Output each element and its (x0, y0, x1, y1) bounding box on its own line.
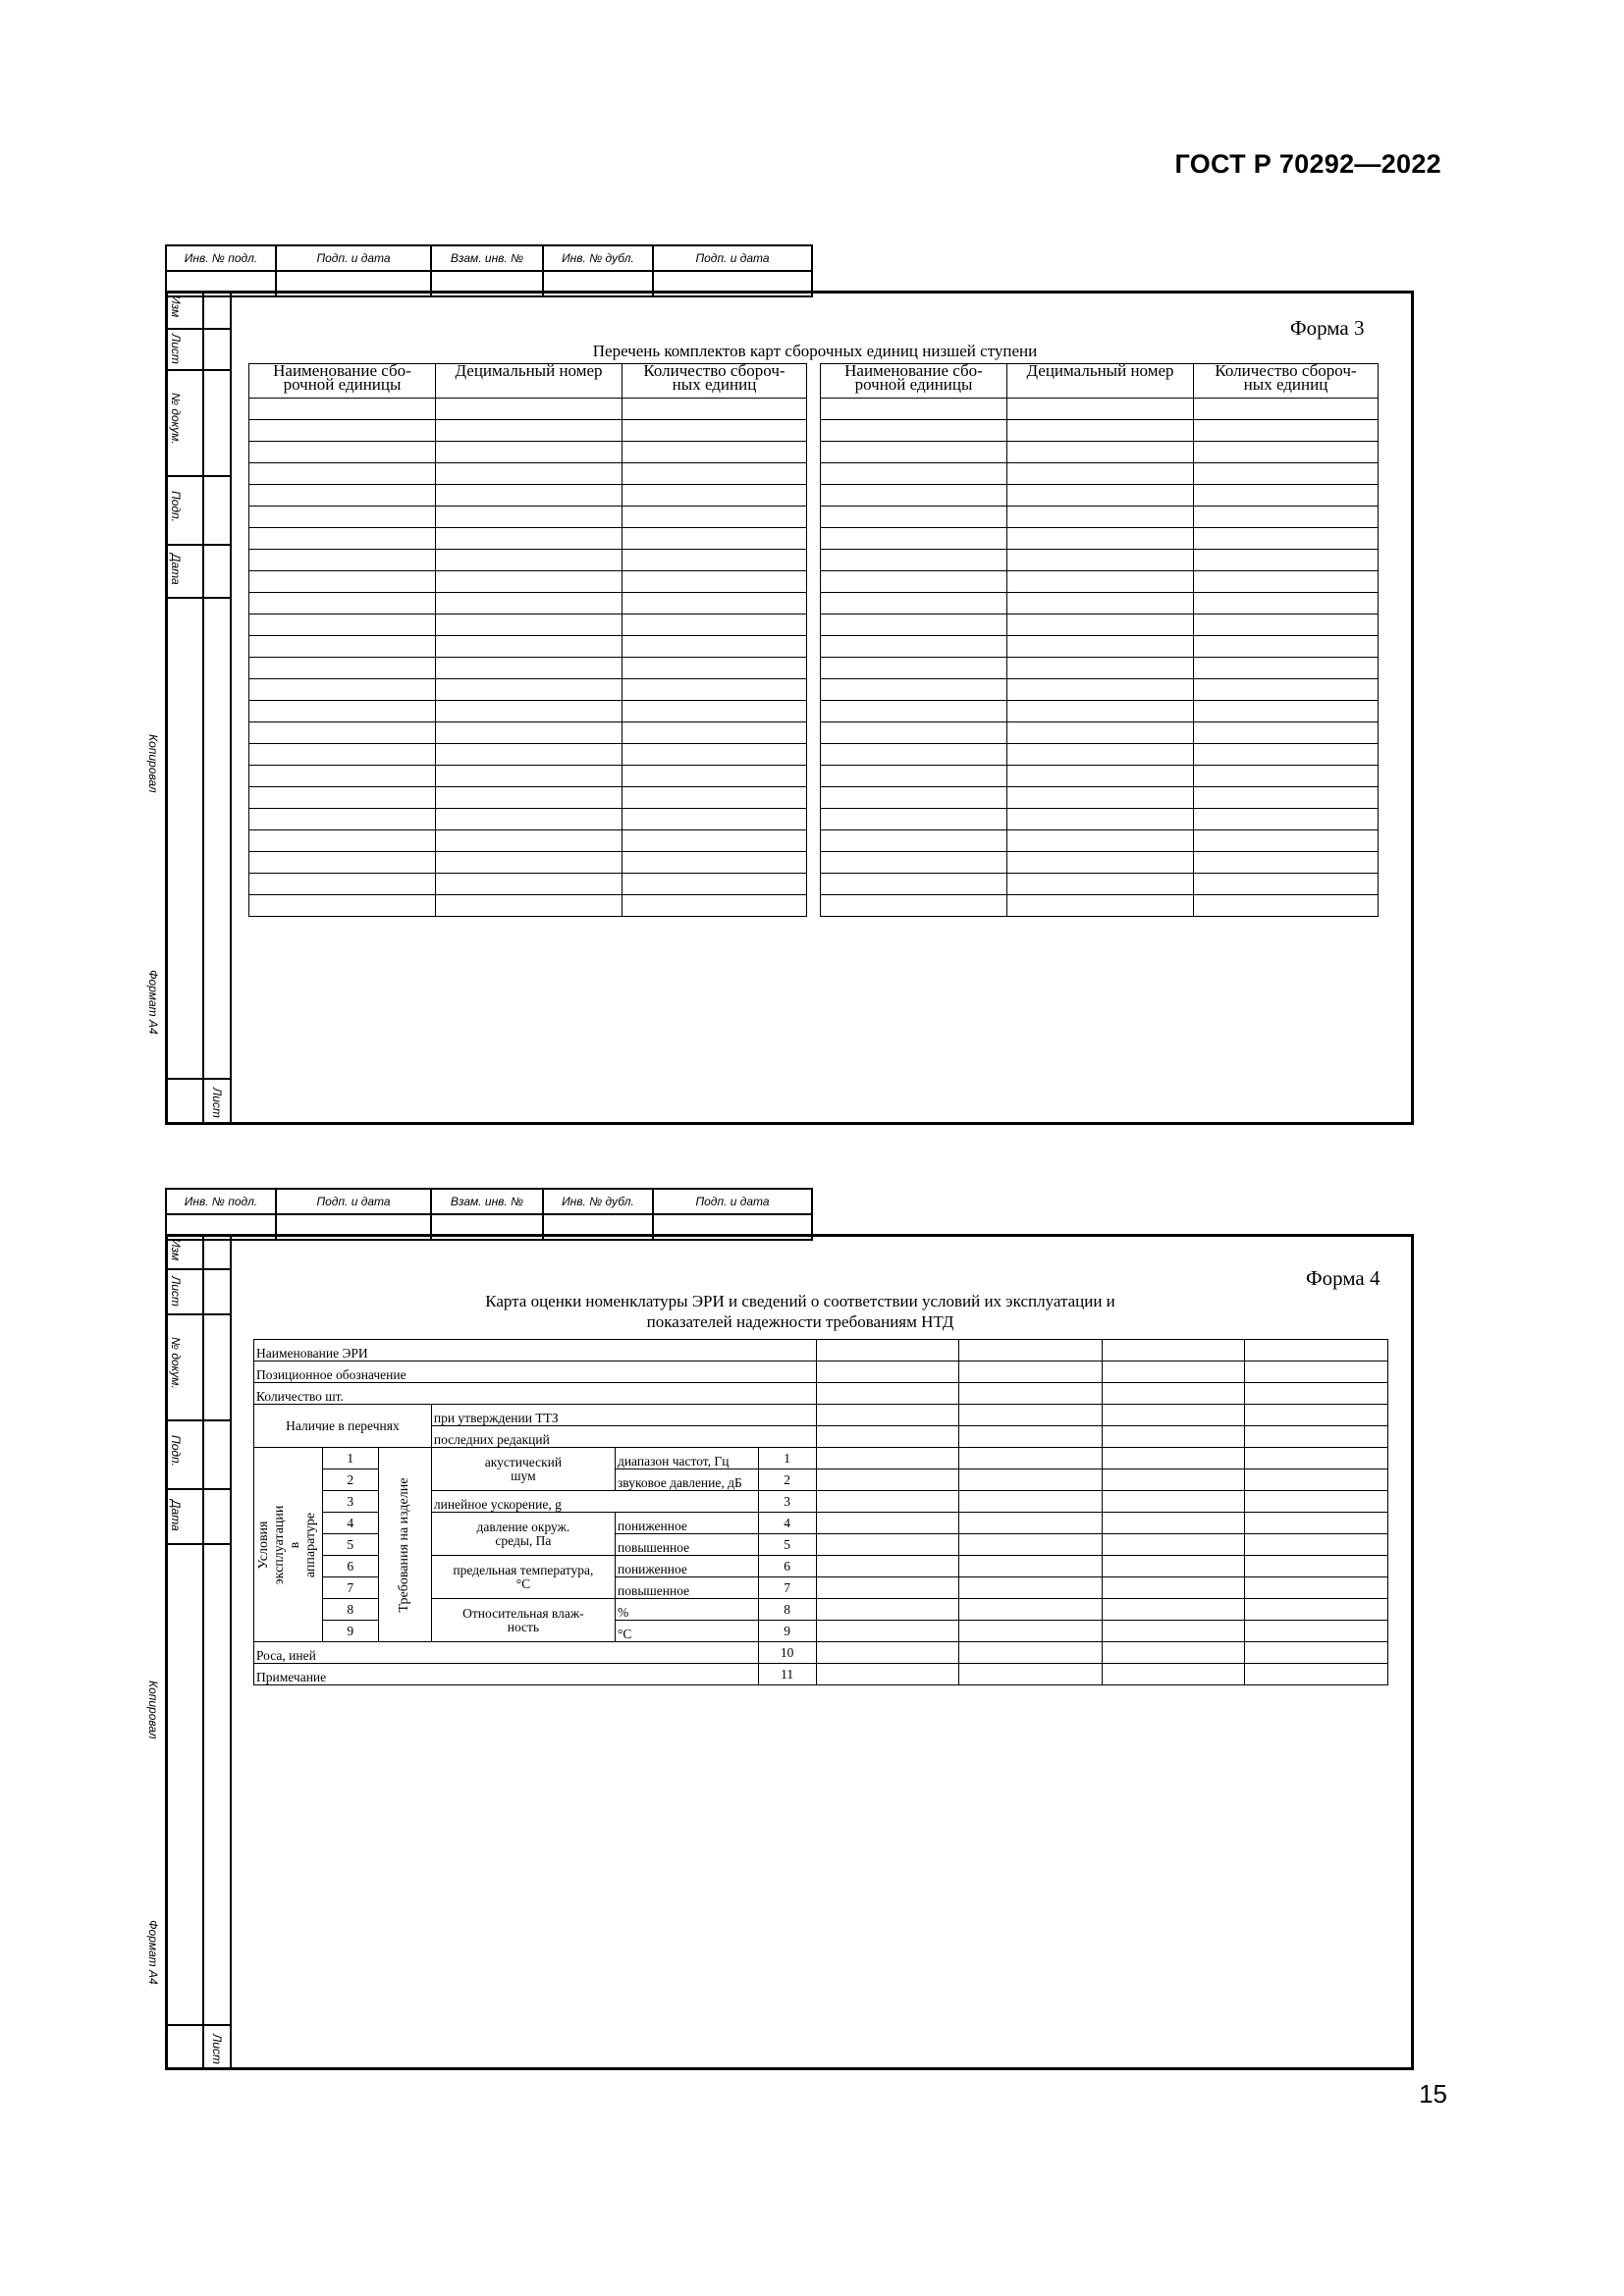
table-cell (436, 636, 623, 658)
table-cell (1007, 420, 1194, 442)
strip-label-inv-orig: Инв. № подл. (166, 1189, 276, 1214)
table-row (249, 463, 807, 485)
row-label-dew: Роса, иней (254, 1642, 759, 1664)
table-row (821, 550, 1379, 571)
table-cell (436, 895, 623, 917)
table-cell (436, 550, 623, 571)
table-cell (623, 593, 807, 614)
table-cell (623, 895, 807, 917)
req-num-10: 10 (758, 1642, 816, 1664)
table-row (821, 722, 1379, 744)
table-cell (623, 658, 807, 679)
table-cell (1007, 593, 1194, 614)
table-cell (821, 636, 1007, 658)
table-cell (1194, 874, 1379, 895)
cond-num-4: 4 (322, 1513, 378, 1534)
table-cell (623, 744, 807, 766)
req-num-6: 6 (758, 1556, 816, 1577)
table-cell (821, 766, 1007, 787)
table-cell (436, 463, 623, 485)
table-cell (1007, 463, 1194, 485)
table-cell (1194, 766, 1379, 787)
table-row (821, 636, 1379, 658)
strip-label-inv-dup: Инв. № дубл. (543, 245, 653, 271)
table-cell (623, 636, 807, 658)
col-header-decimal: Децимальный номер (1007, 364, 1194, 399)
operating-conditions-label: Условия эксплуатации в аппаратуре (254, 1448, 323, 1642)
table-row (249, 658, 807, 679)
cond-num-1: 1 (322, 1448, 378, 1469)
table-cell (249, 442, 436, 463)
table-cell (623, 766, 807, 787)
table-row (249, 874, 807, 895)
table-cell (623, 442, 807, 463)
table-cell (1194, 701, 1379, 722)
table-cell (821, 463, 1007, 485)
side-label-sign: Подп. (169, 1435, 183, 1467)
req-num-3: 3 (758, 1491, 816, 1513)
table-cell (1194, 550, 1379, 571)
table-cell (436, 744, 623, 766)
table-cell (623, 874, 807, 895)
table-cell (1194, 442, 1379, 463)
table-cell (436, 722, 623, 744)
form4-title-line2: показателей надежности требованиям НТД (646, 1312, 954, 1331)
table-row (821, 852, 1379, 874)
req-num-7: 7 (758, 1577, 816, 1599)
humidity-label: Относительная влаж- ность (431, 1599, 615, 1642)
table-row (821, 528, 1379, 550)
table-cell (1194, 614, 1379, 636)
table-row (249, 722, 807, 744)
table-cell (249, 485, 436, 507)
table-cell (821, 571, 1007, 593)
col-header-quantity: Количество сбороч- ных единиц (1194, 364, 1379, 399)
table-cell (436, 593, 623, 614)
table-cell (821, 485, 1007, 507)
format-label: Формат А4 (146, 970, 160, 1035)
side-label-doc-no: № докум. (169, 1337, 183, 1389)
table-cell (249, 614, 436, 636)
table-row (249, 636, 807, 658)
row-label-in-lists: Наличие в перечнях (254, 1405, 432, 1448)
table-row (249, 528, 807, 550)
table-cell (821, 895, 1007, 917)
table-row (821, 787, 1379, 809)
table-cell (436, 874, 623, 895)
table-cell (623, 830, 807, 852)
table-row (249, 809, 807, 830)
col-header-name: Наименование сбо- рочной единицы (821, 364, 1007, 399)
table-cell (821, 593, 1007, 614)
table-cell (1007, 766, 1194, 787)
format-label: Формат А4 (146, 1920, 160, 1985)
requirements-label: Требования на изделие (378, 1448, 431, 1642)
pressure-lowered-label: пониженное (615, 1513, 758, 1534)
strip-label-replace-inv: Взам. инв. № (431, 1189, 543, 1214)
table-cell (623, 722, 807, 744)
row-label-approval: при утверждении ТТЗ (431, 1405, 816, 1426)
table-cell (821, 614, 1007, 636)
table-cell (436, 507, 623, 528)
table-row (821, 830, 1379, 852)
table-cell (623, 852, 807, 874)
table-cell (1007, 658, 1194, 679)
table-cell (623, 571, 807, 593)
table-cell (623, 614, 807, 636)
table-cell (1194, 420, 1379, 442)
table-cell (249, 528, 436, 550)
side-label-izm: Изм (169, 1239, 183, 1261)
req-num-1: 1 (758, 1448, 816, 1469)
table-cell (1194, 507, 1379, 528)
table-cell (821, 852, 1007, 874)
table-row (249, 744, 807, 766)
table-cell (249, 679, 436, 701)
col-header-quantity: Количество сбороч- ных единиц (623, 364, 807, 399)
temp-lowered-label: пониженное (615, 1556, 758, 1577)
cond-num-3: 3 (322, 1491, 378, 1513)
table-cell (1007, 830, 1194, 852)
table-cell (249, 550, 436, 571)
table-cell (249, 658, 436, 679)
freq-range-label: диапазон частот, Гц (615, 1448, 758, 1469)
table-cell (249, 787, 436, 809)
table-cell (623, 463, 807, 485)
table-cell (1194, 485, 1379, 507)
cond-num-6: 6 (322, 1556, 378, 1577)
table-cell (623, 701, 807, 722)
strip-label-inv-dup: Инв. № дубл. (543, 1189, 653, 1214)
table-cell (1007, 744, 1194, 766)
copied-label: Копировал (146, 734, 160, 793)
strip-label-sign-date-2: Подп. и дата (653, 245, 812, 271)
table-cell (1007, 614, 1194, 636)
table-row (249, 830, 807, 852)
table-cell (249, 636, 436, 658)
table-cell (623, 787, 807, 809)
table-cell (1007, 809, 1194, 830)
cond-num-9: 9 (322, 1621, 378, 1642)
pressure-raised-label: повышенное (615, 1534, 758, 1556)
linear-accel-label: линейное ускорение, g (431, 1491, 758, 1513)
req-num-9: 9 (758, 1621, 816, 1642)
table-cell (436, 528, 623, 550)
table-row (249, 399, 807, 420)
table-cell (1194, 809, 1379, 830)
table-cell (821, 658, 1007, 679)
side-label-sign: Подп. (169, 491, 183, 522)
table-cell (623, 679, 807, 701)
table-cell (821, 874, 1007, 895)
table-cell (1007, 507, 1194, 528)
table-cell (436, 679, 623, 701)
table-cell (249, 399, 436, 420)
table-cell (1194, 852, 1379, 874)
table-cell (821, 442, 1007, 463)
table-cell (821, 744, 1007, 766)
table-cell (1194, 895, 1379, 917)
table-cell (1194, 679, 1379, 701)
form3-stamp-strip (165, 244, 813, 297)
row-label-last-edition: последних редакций (431, 1426, 816, 1448)
table-cell (249, 571, 436, 593)
table-cell (436, 809, 623, 830)
table-cell (821, 507, 1007, 528)
standard-header: ГОСТ Р 70292—2022 (1174, 149, 1441, 179)
form4-table (253, 1339, 1388, 1685)
table-cell (1194, 399, 1379, 420)
table-cell (1007, 528, 1194, 550)
humidity-celsius-label: °С (615, 1621, 758, 1642)
cond-num-5: 5 (322, 1534, 378, 1556)
col-header-name: Наименование сбо- рочной единицы (249, 364, 436, 399)
table-cell (436, 485, 623, 507)
table-cell (821, 787, 1007, 809)
table-cell (249, 852, 436, 874)
table-row (249, 420, 807, 442)
strip-label-replace-inv: Взам. инв. № (431, 245, 543, 271)
table-row (249, 442, 807, 463)
table-cell (249, 420, 436, 442)
table-cell (249, 463, 436, 485)
form3-table-left (248, 363, 807, 917)
table-row (249, 852, 807, 874)
table-cell (436, 420, 623, 442)
table-cell (1007, 701, 1194, 722)
table-cell (821, 420, 1007, 442)
req-num-2: 2 (758, 1469, 816, 1491)
table-cell (1194, 744, 1379, 766)
table-cell (821, 399, 1007, 420)
table-cell (623, 528, 807, 550)
table-cell (1007, 895, 1194, 917)
table-row (821, 507, 1379, 528)
table-cell (249, 830, 436, 852)
table-row (821, 571, 1379, 593)
strip-label-inv-orig: Инв. № подл. (166, 245, 276, 271)
table-cell (1007, 550, 1194, 571)
table-cell (249, 895, 436, 917)
page-number: 15 (1419, 2079, 1447, 2109)
table-cell (1007, 874, 1194, 895)
table-cell (249, 766, 436, 787)
table-cell (249, 722, 436, 744)
form3-label: Форма 3 (1290, 316, 1365, 340)
sound-pressure-label: звуковое давление, дБ (615, 1469, 758, 1491)
side-label-date: Дата (169, 1500, 183, 1531)
humidity-percent-label: % (615, 1599, 758, 1621)
table-cell (1007, 571, 1194, 593)
strip-label-sign-date: Подп. и дата (276, 245, 431, 271)
table-cell (821, 528, 1007, 550)
form4-label: Форма 4 (1306, 1266, 1380, 1290)
table-row (821, 420, 1379, 442)
table-row (821, 895, 1379, 917)
table-row (821, 701, 1379, 722)
table-row (249, 766, 807, 787)
table-row (249, 895, 807, 917)
table-cell (436, 442, 623, 463)
row-label-position: Позиционное обозначение (254, 1362, 817, 1383)
cond-num-7: 7 (322, 1577, 378, 1599)
form4-title-line1: Карта оценки номенклатуры ЭРИ и сведений о соответствии условий их эксплуатации и (485, 1292, 1115, 1310)
table-row (249, 679, 807, 701)
table-row (821, 679, 1379, 701)
table-row (249, 485, 807, 507)
table-cell (623, 550, 807, 571)
table-row (821, 593, 1379, 614)
table-row (249, 550, 807, 571)
ambient-pressure-label: давление окруж. среды, Па (431, 1513, 615, 1556)
table-row (821, 442, 1379, 463)
table-cell (436, 852, 623, 874)
table-row (249, 507, 807, 528)
row-label-name: Наименование ЭРИ (254, 1340, 817, 1362)
table-cell (623, 420, 807, 442)
table-cell (821, 550, 1007, 571)
table-row (249, 787, 807, 809)
col-header-decimal: Децимальный номер (436, 364, 623, 399)
copied-label: Копировал (146, 1681, 160, 1739)
table-cell (1194, 658, 1379, 679)
cond-num-2: 2 (322, 1469, 378, 1491)
table-cell (1194, 528, 1379, 550)
table-cell (623, 507, 807, 528)
table-row (821, 463, 1379, 485)
strip-label-sign-date: Подп. и дата (276, 1189, 431, 1214)
table-cell (249, 809, 436, 830)
side-label-date: Дата (169, 554, 183, 585)
side-label-doc-no: № докум. (169, 393, 183, 445)
table-cell (1007, 787, 1194, 809)
sheet-label: Лист (210, 1088, 224, 1118)
sheet-label: Лист (210, 2034, 224, 2064)
table-cell (821, 701, 1007, 722)
table-cell (436, 399, 623, 420)
strip-label-sign-date-2: Подп. и дата (653, 1189, 812, 1214)
table-row (821, 485, 1379, 507)
table-cell (1194, 830, 1379, 852)
table-cell (249, 507, 436, 528)
table-row (821, 658, 1379, 679)
table-cell (623, 399, 807, 420)
table-row (249, 701, 807, 722)
table-cell (249, 874, 436, 895)
table-cell (436, 614, 623, 636)
table-cell (821, 830, 1007, 852)
table-cell (436, 766, 623, 787)
table-cell (1007, 852, 1194, 874)
table-row (821, 744, 1379, 766)
table-cell (821, 679, 1007, 701)
form4-stamp-strip (165, 1188, 813, 1241)
table-cell (821, 722, 1007, 744)
form3-title: Перечень комплектов карт сборочных единиц низшей ступени (592, 342, 1038, 360)
side-label-list: Лист (169, 334, 183, 364)
table-row (821, 614, 1379, 636)
table-cell (436, 571, 623, 593)
row-label-quantity: Количество шт. (254, 1383, 817, 1405)
table-cell (623, 485, 807, 507)
req-num-11: 11 (758, 1664, 816, 1685)
acoustic-noise-label: акустический шум (431, 1448, 615, 1491)
side-label-izm: Изм (169, 295, 183, 318)
table-row (249, 614, 807, 636)
table-cell (436, 787, 623, 809)
max-temp-label: предельная температура, °С (431, 1556, 615, 1599)
table-cell (1194, 571, 1379, 593)
table-cell (1007, 636, 1194, 658)
table-cell (1194, 636, 1379, 658)
table-cell (436, 658, 623, 679)
table-cell (1194, 463, 1379, 485)
table-row (821, 399, 1379, 420)
table-cell (1007, 722, 1194, 744)
table-row (821, 874, 1379, 895)
table-cell (249, 744, 436, 766)
table-row (821, 809, 1379, 830)
req-num-8: 8 (758, 1599, 816, 1621)
table-cell (1194, 722, 1379, 744)
table-row (249, 571, 807, 593)
table-cell (821, 809, 1007, 830)
table-cell (436, 830, 623, 852)
req-num-4: 4 (758, 1513, 816, 1534)
side-label-list: Лист (169, 1276, 183, 1307)
table-cell (1007, 485, 1194, 507)
form3-table-right (820, 363, 1379, 917)
table-row (249, 593, 807, 614)
table-cell (1194, 787, 1379, 809)
cond-num-8: 8 (322, 1599, 378, 1621)
table-cell (1007, 679, 1194, 701)
table-cell (623, 809, 807, 830)
req-num-5: 5 (758, 1534, 816, 1556)
row-label-note: Примечание (254, 1664, 759, 1685)
table-cell (436, 701, 623, 722)
table-cell (1007, 399, 1194, 420)
table-cell (1007, 442, 1194, 463)
table-cell (249, 593, 436, 614)
temp-raised-label: повышенное (615, 1577, 758, 1599)
table-cell (249, 701, 436, 722)
table-row (821, 766, 1379, 787)
table-cell (1194, 593, 1379, 614)
